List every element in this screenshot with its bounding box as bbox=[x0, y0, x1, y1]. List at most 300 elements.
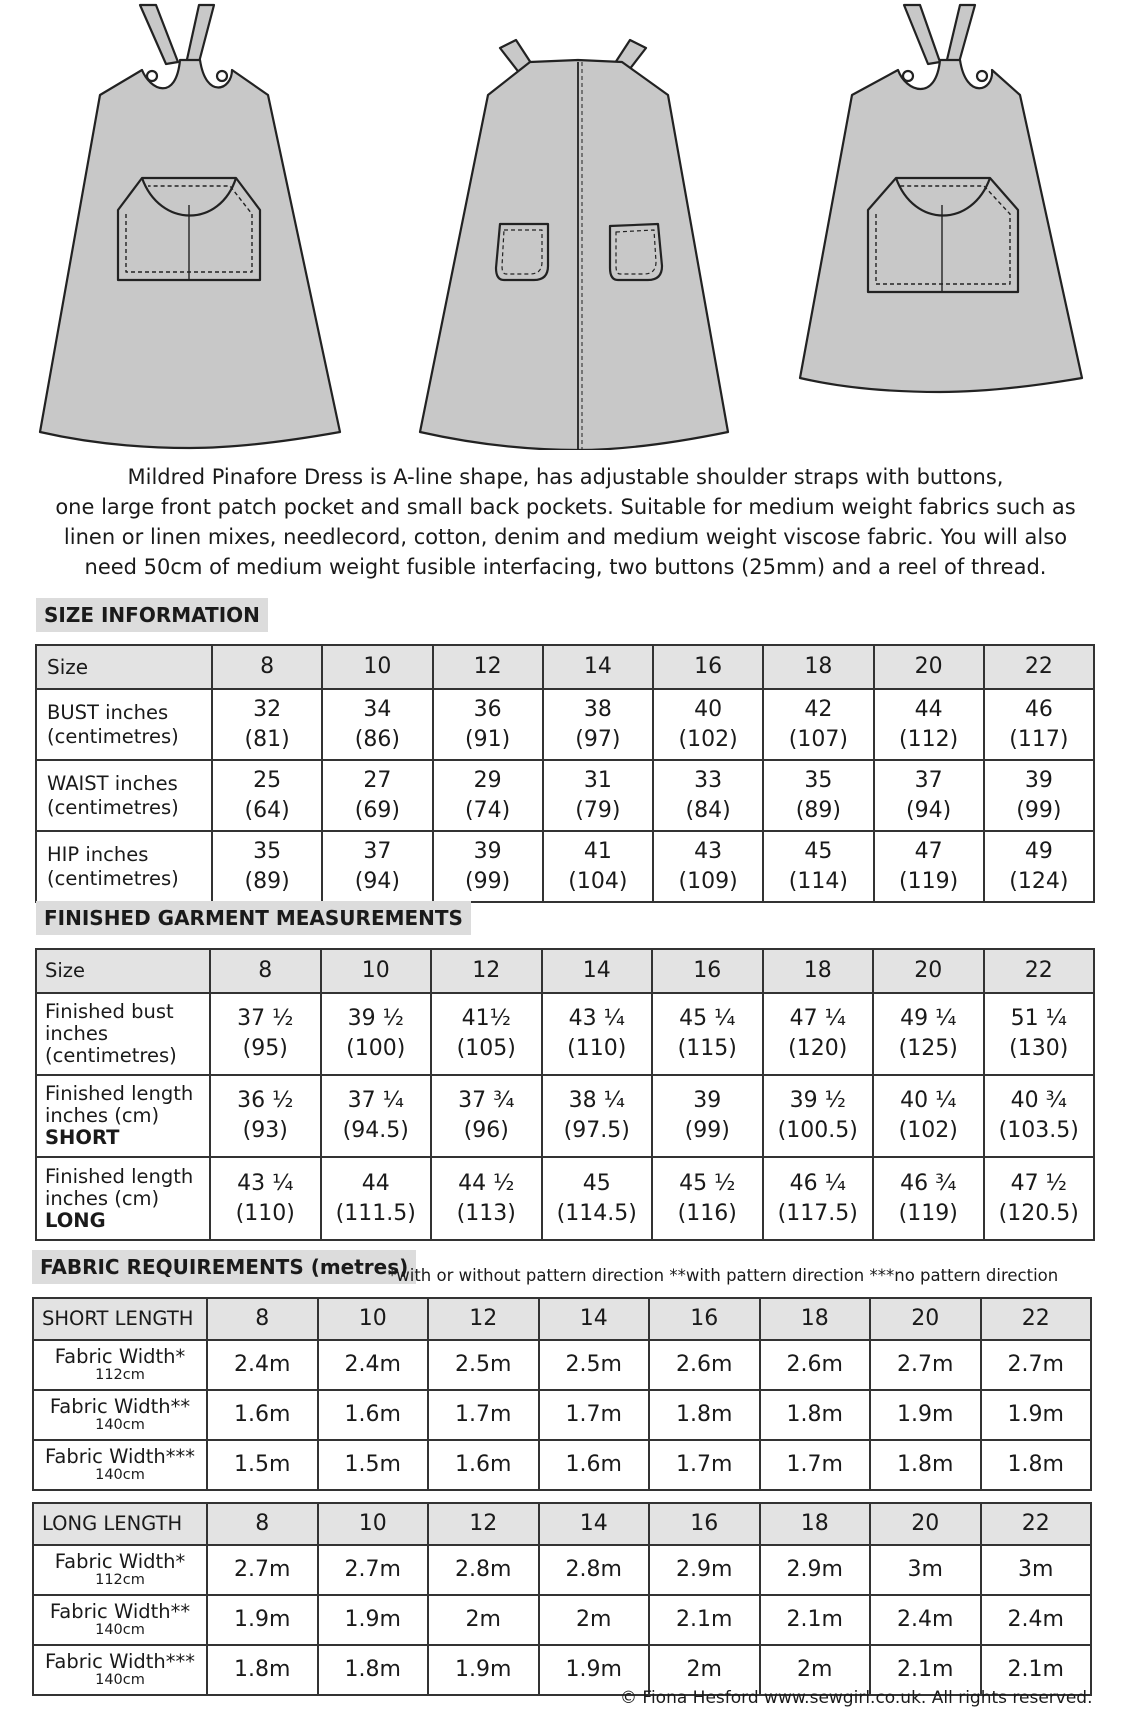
cell-cm: (89) bbox=[244, 868, 290, 894]
cell-inches: 36 ½ bbox=[237, 1088, 294, 1113]
fabric-row bbox=[33, 1340, 1091, 1390]
finished-length-long-row bbox=[36, 1157, 1094, 1240]
table-cell: 2.8m bbox=[428, 1545, 539, 1595]
cell-cm: (97) bbox=[575, 726, 621, 752]
row-label-line: (centimetres) bbox=[45, 1044, 177, 1067]
table-cell: 2.1m bbox=[649, 1595, 760, 1645]
table-cell: 1.7m bbox=[649, 1440, 760, 1490]
cell-inches: 40 ¾ bbox=[1010, 1088, 1067, 1113]
finished-header-row bbox=[36, 949, 1094, 993]
finished-header-label: Size bbox=[36, 949, 210, 993]
fabric-width-text: Fabric Width** bbox=[49, 1395, 191, 1418]
size-header-cell: 14 bbox=[542, 949, 653, 993]
row-label-line: (centimetres) bbox=[47, 795, 179, 819]
cell-cm: (102) bbox=[678, 726, 738, 752]
cell-cm: (107) bbox=[788, 726, 848, 752]
cell-cm: (97.5) bbox=[563, 1118, 630, 1143]
table-cell bbox=[653, 760, 763, 831]
table-cell bbox=[874, 760, 984, 831]
cell-cm: (116) bbox=[677, 1200, 737, 1226]
table-cell: 1.9m bbox=[539, 1645, 650, 1695]
size-header-cell: 16 bbox=[653, 645, 763, 689]
cell-cm: (104) bbox=[568, 868, 628, 894]
table-cell bbox=[210, 1157, 321, 1240]
table-cell: 2.7m bbox=[870, 1340, 981, 1390]
cell-cm: (110) bbox=[567, 1036, 627, 1061]
table-cell bbox=[212, 760, 322, 831]
row-label-line: (centimetres) bbox=[47, 866, 179, 890]
size-header-cell: 10 bbox=[321, 949, 432, 993]
cell-inches: 47 ½ bbox=[1010, 1170, 1067, 1196]
fabric-width-size: 140cm bbox=[95, 1417, 145, 1433]
table-cell: 2.9m bbox=[760, 1545, 871, 1595]
fabric-width-text: Fabric Width*** bbox=[44, 1445, 195, 1468]
table-cell bbox=[210, 1075, 321, 1157]
table-cell bbox=[653, 831, 763, 902]
cell-inches: 46 ¼ bbox=[789, 1170, 846, 1196]
finished-bust-row bbox=[36, 993, 1094, 1075]
table-cell: 1.8m bbox=[649, 1390, 760, 1440]
cell-cm: (102) bbox=[898, 1118, 958, 1143]
cell-cm: (100.5) bbox=[777, 1118, 858, 1143]
cell-cm: (103.5) bbox=[998, 1118, 1079, 1143]
cell-cm: (117) bbox=[1009, 726, 1069, 752]
cell-inches: 36 bbox=[473, 696, 502, 722]
table-cell bbox=[542, 993, 653, 1075]
fabric-width-size: 140cm bbox=[95, 1672, 145, 1688]
cell-inches: 29 bbox=[473, 767, 502, 793]
cell-inches: 37 ¼ bbox=[347, 1088, 404, 1113]
table-cell bbox=[433, 831, 543, 902]
size-header-cell: 20 bbox=[874, 645, 984, 689]
table-cell: 2.5m bbox=[539, 1340, 650, 1390]
row-label-emphasis: SHORT bbox=[45, 1126, 120, 1149]
cell-inches: 43 ¼ bbox=[237, 1170, 294, 1196]
table-cell: 1.8m bbox=[318, 1645, 429, 1695]
size-header-cell: 22 bbox=[984, 949, 1095, 993]
cell-cm: (113) bbox=[456, 1200, 516, 1226]
cell-cm: (111.5) bbox=[335, 1200, 416, 1226]
cell-inches: 39 bbox=[693, 1088, 722, 1113]
table-cell bbox=[984, 993, 1095, 1075]
table-cell: 2.4m bbox=[981, 1595, 1092, 1645]
table-cell bbox=[433, 689, 543, 760]
size-header-label: Size bbox=[36, 645, 212, 689]
size-header-cell: 16 bbox=[649, 1298, 760, 1340]
fabric-width-size: 112cm bbox=[95, 1367, 145, 1383]
table-cell bbox=[763, 993, 874, 1075]
table-cell: 2.4m bbox=[207, 1340, 318, 1390]
table-cell: 1.6m bbox=[539, 1440, 650, 1490]
cell-cm: (95) bbox=[242, 1036, 288, 1061]
cell-inches: 31 bbox=[583, 767, 612, 793]
cell-inches: 37 ½ bbox=[237, 1006, 294, 1031]
fabric-width-size: 140cm bbox=[95, 1622, 145, 1638]
cell-cm: (93) bbox=[242, 1118, 288, 1143]
table-cell bbox=[543, 760, 653, 831]
size-header-cell: 10 bbox=[318, 1298, 429, 1340]
table-cell bbox=[984, 1075, 1095, 1157]
size-header-cell: 8 bbox=[207, 1503, 318, 1545]
size-header-cell: 14 bbox=[539, 1298, 650, 1340]
row-label bbox=[36, 1157, 210, 1240]
size-header-cell: 12 bbox=[431, 949, 542, 993]
fabric-width-label bbox=[33, 1440, 207, 1490]
table-cell: 2m bbox=[539, 1595, 650, 1645]
table-cell: 1.8m bbox=[207, 1645, 318, 1695]
table-cell: 1.9m bbox=[981, 1390, 1092, 1440]
cell-cm: (94) bbox=[906, 797, 952, 823]
fabric-width-text: Fabric Width* bbox=[54, 1345, 186, 1368]
cell-inches: 44 bbox=[914, 696, 943, 722]
cell-inches: 45 bbox=[804, 838, 833, 864]
size-header-cell: 20 bbox=[873, 949, 984, 993]
table-cell: 1.8m bbox=[870, 1440, 981, 1490]
table-cell bbox=[321, 993, 432, 1075]
cell-inches: 38 ¼ bbox=[568, 1088, 625, 1113]
table-cell bbox=[874, 831, 984, 902]
cell-cm: (79) bbox=[575, 797, 621, 823]
cell-cm: (84) bbox=[685, 797, 731, 823]
table-cell: 2.8m bbox=[539, 1545, 650, 1595]
cell-cm: (86) bbox=[354, 726, 400, 752]
table-cell: 1.6m bbox=[318, 1390, 429, 1440]
cell-inches: 35 bbox=[253, 838, 282, 864]
table-cell: 1.8m bbox=[981, 1440, 1092, 1490]
finished-measurements-heading: FINISHED GARMENT MEASUREMENTS bbox=[36, 901, 471, 935]
row-label-line: (centimetres) bbox=[47, 724, 179, 748]
cell-inches: 34 bbox=[363, 696, 392, 722]
row-label-line: HIP inches bbox=[47, 842, 149, 866]
size-header-cell: 22 bbox=[984, 645, 1094, 689]
description-line: need 50cm of medium weight fusible interfacing, two buttons (25mm) and a reel of thread. bbox=[84, 555, 1047, 579]
table-cell bbox=[763, 1075, 874, 1157]
table-cell bbox=[763, 760, 873, 831]
cell-inches: 47 ¼ bbox=[789, 1006, 846, 1031]
table-cell: 2.9m bbox=[649, 1545, 760, 1595]
table-cell bbox=[653, 689, 763, 760]
copyright-footer: © Fiona Hesford www.sewgirl.co.uk. All rights reserved. bbox=[620, 1688, 1093, 1708]
cell-inches: 46 bbox=[1024, 696, 1053, 722]
table-cell: 2m bbox=[760, 1645, 871, 1695]
table-cell: 1.9m bbox=[207, 1595, 318, 1645]
table-cell: 2.6m bbox=[760, 1340, 871, 1390]
cell-inches: 33 bbox=[694, 767, 723, 793]
size-header-cell: 14 bbox=[539, 1503, 650, 1545]
table-cell: 1.9m bbox=[318, 1595, 429, 1645]
cell-inches: 51 ¼ bbox=[1010, 1006, 1067, 1031]
cell-cm: (94.5) bbox=[342, 1118, 409, 1143]
size-header-cell: 12 bbox=[428, 1298, 539, 1340]
row-label-line: BUST inches bbox=[47, 700, 169, 724]
cell-cm: (91) bbox=[465, 726, 511, 752]
cell-inches: 37 bbox=[914, 767, 943, 793]
cell-inches: 49 ¼ bbox=[900, 1006, 957, 1031]
size-header-cell: 18 bbox=[760, 1298, 871, 1340]
size-header-cell: 14 bbox=[543, 645, 653, 689]
row-label-line: inches (cm) bbox=[45, 1104, 160, 1127]
fabric-width-text: Fabric Width*** bbox=[44, 1650, 195, 1673]
size-header-cell: 8 bbox=[210, 949, 321, 993]
cell-cm: (99) bbox=[684, 1118, 730, 1143]
short-length-header-row bbox=[33, 1298, 1091, 1340]
cell-inches: 44 ½ bbox=[458, 1170, 515, 1196]
finished-measurements-table bbox=[35, 948, 1095, 1241]
cell-cm: (110) bbox=[235, 1200, 295, 1226]
table-cell bbox=[543, 831, 653, 902]
table-cell bbox=[873, 993, 984, 1075]
fabric-width-size: 140cm bbox=[95, 1467, 145, 1483]
table-cell bbox=[212, 689, 322, 760]
fabric-width-label bbox=[33, 1545, 207, 1595]
table-cell bbox=[431, 993, 542, 1075]
fabric-long-length-table bbox=[32, 1502, 1092, 1696]
table-cell bbox=[431, 1157, 542, 1240]
cell-inches: 32 bbox=[253, 696, 282, 722]
long-length-header-label: LONG LENGTH bbox=[33, 1503, 207, 1545]
cell-inches: 45 bbox=[582, 1170, 611, 1196]
size-header-cell: 8 bbox=[207, 1298, 318, 1340]
row-label bbox=[36, 1075, 210, 1157]
row-label-emphasis: LONG bbox=[45, 1208, 106, 1232]
table-cell bbox=[210, 993, 321, 1075]
cell-cm: (130) bbox=[1009, 1036, 1069, 1061]
cell-inches: 45 ¼ bbox=[679, 1006, 736, 1031]
cell-inches: 39 ½ bbox=[347, 1006, 404, 1031]
table-cell bbox=[431, 1075, 542, 1157]
garment-illustrations bbox=[0, 0, 1131, 450]
cell-cm: (112) bbox=[899, 726, 959, 752]
size-header-cell: 22 bbox=[981, 1503, 1092, 1545]
cell-inches: 35 bbox=[804, 767, 833, 793]
fabric-short-length-table bbox=[32, 1297, 1092, 1491]
table-cell bbox=[984, 760, 1094, 831]
table-cell: 2.1m bbox=[870, 1645, 981, 1695]
cell-cm: (64) bbox=[244, 797, 290, 823]
table-cell: 1.6m bbox=[428, 1440, 539, 1490]
table-cell: 1.5m bbox=[207, 1440, 318, 1490]
size-information-table bbox=[35, 644, 1095, 903]
side-front-view-drawing bbox=[800, 5, 1082, 392]
description-line: one large front patch pocket and small back pockets. Suitable for medium weight fabrics such as bbox=[55, 495, 1076, 519]
table-cell: 2m bbox=[649, 1645, 760, 1695]
table-cell bbox=[543, 689, 653, 760]
table-cell bbox=[873, 1157, 984, 1240]
table-cell bbox=[984, 1157, 1095, 1240]
cell-inches: 42 bbox=[804, 696, 833, 722]
table-cell bbox=[321, 1157, 432, 1240]
cell-cm: (119) bbox=[898, 1200, 958, 1226]
table-cell: 1.7m bbox=[760, 1440, 871, 1490]
cell-cm: (114) bbox=[788, 868, 848, 894]
table-cell: 1.8m bbox=[760, 1390, 871, 1440]
cell-inches: 41 bbox=[583, 838, 612, 864]
size-header-cell: 10 bbox=[318, 1503, 429, 1545]
table-cell bbox=[873, 1075, 984, 1157]
waist-row bbox=[36, 760, 1094, 831]
table-cell bbox=[433, 760, 543, 831]
table-cell: 2.1m bbox=[981, 1645, 1092, 1695]
table-cell: 2.4m bbox=[870, 1595, 981, 1645]
cell-cm: (100) bbox=[346, 1036, 406, 1061]
fabric-row bbox=[33, 1440, 1091, 1490]
fabric-width-text: Fabric Width** bbox=[49, 1600, 191, 1623]
size-header-cell: 12 bbox=[433, 645, 543, 689]
fabric-width-label bbox=[33, 1645, 207, 1695]
cell-inches: 27 bbox=[363, 767, 392, 793]
cell-cm: (114.5) bbox=[556, 1200, 637, 1226]
table-cell bbox=[763, 1157, 874, 1240]
front-view-drawing bbox=[40, 5, 340, 448]
cell-cm: (117.5) bbox=[777, 1200, 858, 1226]
fabric-row bbox=[33, 1390, 1091, 1440]
cell-cm: (115) bbox=[677, 1036, 737, 1061]
table-cell: 2.5m bbox=[428, 1340, 539, 1390]
fabric-direction-note: *with or without pattern direction **with pattern direction ***no pattern direction bbox=[388, 1266, 1059, 1285]
bust-row bbox=[36, 689, 1094, 760]
fabric-width-label bbox=[33, 1595, 207, 1645]
cell-inches: 39 bbox=[473, 838, 502, 864]
table-cell bbox=[652, 993, 763, 1075]
cell-inches: 44 bbox=[361, 1170, 390, 1196]
cell-inches: 46 ¾ bbox=[900, 1170, 957, 1196]
table-cell: 1.5m bbox=[318, 1440, 429, 1490]
cell-inches: 37 ¾ bbox=[458, 1088, 515, 1113]
table-cell: 2.1m bbox=[760, 1595, 871, 1645]
cell-inches: 41½ bbox=[461, 1006, 511, 1031]
cell-inches: 37 bbox=[363, 838, 392, 864]
fabric-width-text: Fabric Width* bbox=[54, 1550, 186, 1573]
size-header-cell: 20 bbox=[870, 1298, 981, 1340]
fabric-width-size: 112cm bbox=[95, 1572, 145, 1588]
table-cell bbox=[322, 831, 432, 902]
table-cell: 1.6m bbox=[207, 1390, 318, 1440]
size-header-cell: 20 bbox=[870, 1503, 981, 1545]
back-view-drawing bbox=[420, 40, 728, 450]
table-cell bbox=[652, 1075, 763, 1157]
size-header-cell: 18 bbox=[763, 645, 873, 689]
row-label-line: Finished length bbox=[45, 1164, 194, 1188]
row-label-line: inches bbox=[45, 1022, 109, 1045]
cell-cm: (119) bbox=[899, 868, 959, 894]
product-description bbox=[0, 462, 1131, 582]
row-label-line: Finished length bbox=[45, 1082, 194, 1105]
table-cell bbox=[652, 1157, 763, 1240]
table-cell bbox=[763, 689, 873, 760]
description-line: linen or linen mixes, needlecord, cotton, denim and medium weight viscose fabric. You will also bbox=[63, 525, 1068, 549]
table-cell bbox=[874, 689, 984, 760]
table-cell: 3m bbox=[870, 1545, 981, 1595]
table-cell bbox=[322, 760, 432, 831]
fabric-row bbox=[33, 1595, 1091, 1645]
fabric-width-label bbox=[33, 1340, 207, 1390]
table-cell bbox=[321, 1075, 432, 1157]
table-cell: 1.9m bbox=[428, 1645, 539, 1695]
size-header-cell: 8 bbox=[212, 645, 322, 689]
table-cell bbox=[212, 831, 322, 902]
size-header-cell: 18 bbox=[760, 1503, 871, 1545]
cell-cm: (105) bbox=[456, 1036, 516, 1061]
row-label bbox=[36, 760, 212, 831]
cell-cm: (81) bbox=[244, 726, 290, 752]
cell-inches: 40 ¼ bbox=[900, 1088, 957, 1113]
cell-inches: 45 ½ bbox=[679, 1170, 736, 1196]
row-label-line: WAIST inches bbox=[47, 771, 178, 795]
row-label bbox=[36, 831, 212, 902]
table-cell bbox=[542, 1075, 653, 1157]
cell-cm: (96) bbox=[463, 1118, 509, 1143]
cell-cm: (74) bbox=[465, 797, 511, 823]
cell-cm: (99) bbox=[465, 868, 511, 894]
long-length-header-row bbox=[33, 1503, 1091, 1545]
description-line: Mildred Pinafore Dress is A-line shape, has adjustable shoulder straps with buttons, bbox=[127, 465, 1004, 489]
cell-cm: (89) bbox=[795, 797, 841, 823]
hip-row bbox=[36, 831, 1094, 902]
table-cell bbox=[984, 831, 1094, 902]
fabric-width-label bbox=[33, 1390, 207, 1440]
fabric-row bbox=[33, 1545, 1091, 1595]
size-header-cell: 22 bbox=[981, 1298, 1092, 1340]
cell-inches: 38 bbox=[583, 696, 612, 722]
table-cell: 2.6m bbox=[649, 1340, 760, 1390]
cell-cm: (120) bbox=[788, 1036, 848, 1061]
row-label-line: inches (cm) bbox=[45, 1186, 160, 1210]
row-label-line: Finished bust bbox=[45, 1000, 174, 1023]
table-cell: 2.7m bbox=[981, 1340, 1092, 1390]
row-label bbox=[36, 993, 210, 1075]
fabric-requirements-heading: FABRIC REQUIREMENTS (metres) bbox=[32, 1250, 416, 1284]
table-cell: 2.7m bbox=[207, 1545, 318, 1595]
cell-inches: 43 ¼ bbox=[568, 1006, 625, 1031]
table-cell: 1.7m bbox=[428, 1390, 539, 1440]
cell-inches: 49 bbox=[1024, 838, 1053, 864]
table-cell bbox=[763, 831, 873, 902]
size-header-cell: 16 bbox=[649, 1503, 760, 1545]
size-information-heading: SIZE INFORMATION bbox=[36, 598, 268, 632]
cell-inches: 43 bbox=[694, 838, 723, 864]
size-header-row bbox=[36, 645, 1094, 689]
finished-length-short-row bbox=[36, 1075, 1094, 1157]
cell-inches: 39 ½ bbox=[789, 1088, 846, 1113]
table-cell bbox=[542, 1157, 653, 1240]
table-cell: 2m bbox=[428, 1595, 539, 1645]
short-length-header-label: SHORT LENGTH bbox=[33, 1298, 207, 1340]
row-label bbox=[36, 689, 212, 760]
size-header-cell: 16 bbox=[652, 949, 763, 993]
table-cell: 2.7m bbox=[318, 1545, 429, 1595]
size-header-cell: 18 bbox=[763, 949, 874, 993]
cell-cm: (94) bbox=[354, 868, 400, 894]
cell-cm: (69) bbox=[354, 797, 400, 823]
cell-cm: (109) bbox=[678, 868, 738, 894]
cell-cm: (120.5) bbox=[998, 1200, 1079, 1226]
size-header-cell: 12 bbox=[428, 1503, 539, 1545]
cell-cm: (124) bbox=[1009, 868, 1069, 894]
table-cell: 2.4m bbox=[318, 1340, 429, 1390]
cell-cm: (99) bbox=[1016, 797, 1062, 823]
cell-inches: 39 bbox=[1024, 767, 1053, 793]
cell-inches: 40 bbox=[694, 696, 723, 722]
cell-cm: (125) bbox=[898, 1036, 958, 1061]
size-header-cell: 10 bbox=[322, 645, 432, 689]
table-cell bbox=[984, 689, 1094, 760]
table-cell: 1.7m bbox=[539, 1390, 650, 1440]
cell-inches: 25 bbox=[253, 767, 282, 793]
table-cell bbox=[322, 689, 432, 760]
cell-inches: 47 bbox=[914, 838, 943, 864]
table-cell: 1.9m bbox=[870, 1390, 981, 1440]
table-cell: 3m bbox=[981, 1545, 1092, 1595]
